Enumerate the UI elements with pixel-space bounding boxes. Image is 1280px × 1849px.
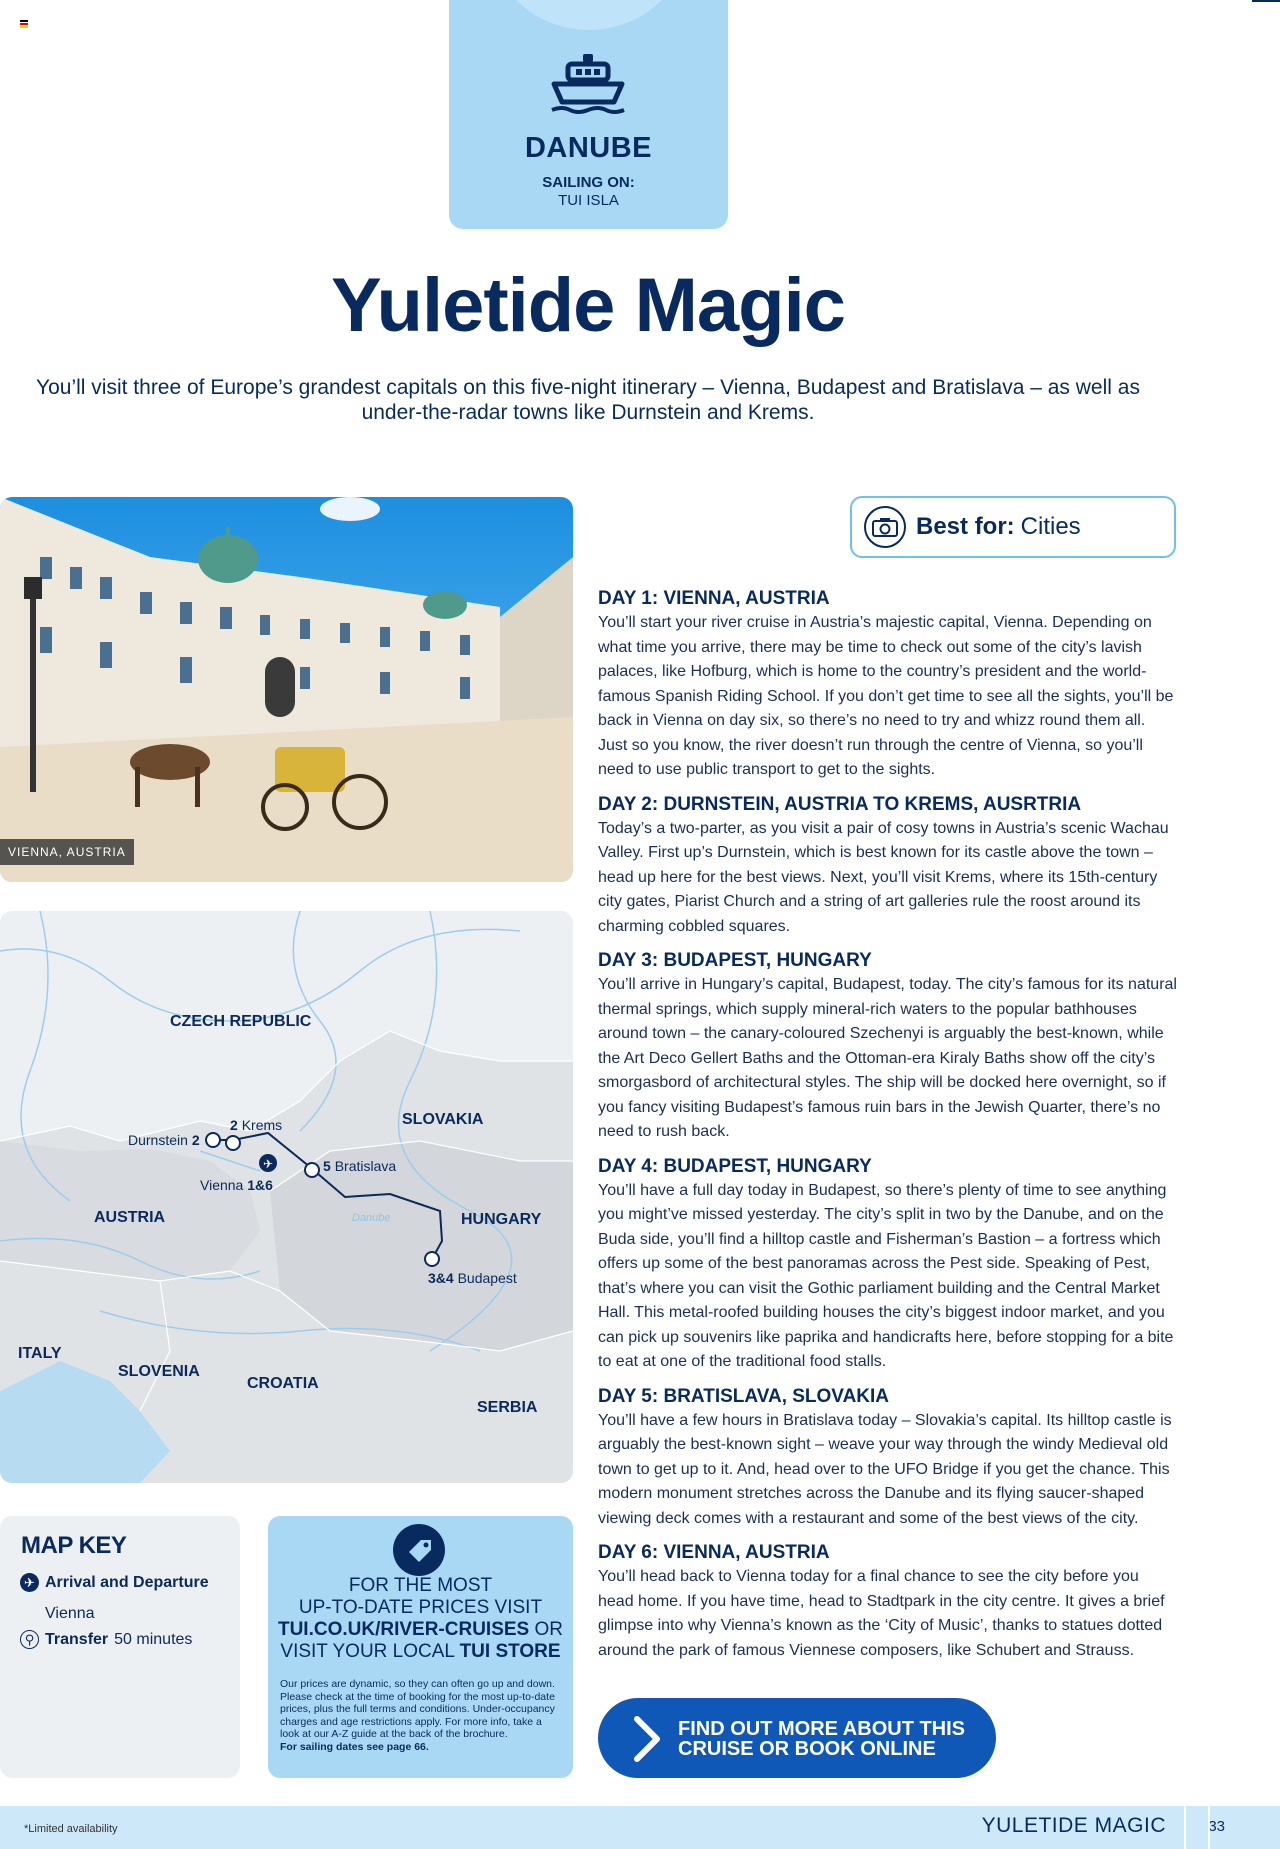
map-town-budapest: 3&4 Budapest	[428, 1270, 517, 1286]
badge-arc	[489, 0, 689, 30]
day-text: You’ll head back to Vienna today for a final chance to see the city before you head home. If you have time, head to Stadtpark in the city centre. It gives a brief glimpse into why Vienna’s known as the ‘City of Music’, thanks to statues dotted around the park of famous Viennese composers, like Schubert and Strauss.	[598, 1568, 1165, 1659]
river-name: DANUBE	[524, 132, 653, 164]
itinerary-day	[598, 949, 1178, 1145]
day-title: DAY 6: VIENNA, AUSTRIA	[598, 1542, 830, 1563]
vienna-photo	[0, 497, 573, 882]
map-label-serbia: SERBIA	[477, 1399, 538, 1416]
prices-text: FOR THE MOST UP-TO-DATE PRICES VISIT TUI.CO.UK/RIVER-CRUISES OR VISIT YOUR LOCAL TUI STORE	[277, 1575, 564, 1662]
chevron-right-icon	[631, 1715, 663, 1763]
itinerary-day	[598, 793, 1178, 940]
intro-text: You’ll visit three of Europe’s grandest capitals on this five-night itinerary – Vienna, Budapest and Bratislava – as well as under-the-radar towns like Durnstein and Krems.	[36, 376, 1140, 424]
prices-box	[268, 1516, 573, 1778]
itinerary	[598, 587, 1178, 1673]
map-key-arrival: ✈ Arrival and Departure	[20, 1573, 209, 1592]
day-title: DAY 2: DURNSTEIN, AUSTRIA TO KREMS, AUSRTRIA	[598, 793, 1082, 815]
page-number: 33	[1208, 1818, 1225, 1835]
ship-name: TUI ISLA	[558, 192, 619, 209]
map-river-label: Danube	[352, 1212, 391, 1224]
prices-disclaimer: Our prices are dynamic, so they can often go up and down. Please check at the time of booking for the most up-to-date prices, plus the full terms and conditions. Under-occupancy charges and age restrictions apply. For more info, take a look at our A-Z guide at the back of the brochure. For sailing dates see page 66.	[280, 1678, 555, 1753]
day-title: DAY 5: BRATISLAVA, SLOVAKIA	[598, 1385, 890, 1407]
day-title: DAY 3: BUDAPEST, HUNGARY	[598, 950, 872, 971]
top-rule	[1252, 0, 1280, 2]
camera-icon	[864, 506, 906, 548]
map-key	[0, 1516, 240, 1778]
day-text: Today’s a two-parter, as you visit a pair of cosy towns in Austria’s scenic Wachau Valley. First up’s Durnstein, which is best known for its castle above the town – head up here for the best views. Next, you’ll visit Krems, where its 15th-century city gates, Piarist Church and a string of art galleries rule the roost around its charming cobbled squares.	[598, 819, 1169, 935]
map-key-arrival-value: Vienna	[45, 1605, 95, 1622]
itinerary-day	[598, 1385, 1178, 1532]
bus-icon: ⚲	[20, 1630, 39, 1649]
day-text: You’ll have a few hours in Bratislava today – Slovakia’s capital. Its hilltop castle is arguably the best-known sight – weave your way through the windy Medieval old town to get up to it. And, head over to the UFO Bridge if you get the chance. This modern monument stretches across the Danube and its flying saucer-shaped viewing deck comes with a restaurant and some of the best views of the city.	[598, 1411, 1172, 1527]
day-title: DAY 4: BUDAPEST, HUNGARY	[598, 1155, 872, 1177]
day-text: You’ll have a full day today in Budapest, so there’s plenty of time to see anything you might’ve missed yesterday. The city’s split in two by the Danube, and on the Buda side, you’ll find a hilltop castle and Fisherman’s Bastion – a fortress which offers up some of the best panoramas across the Pest side. Speaking of Pest, that’s where you can visit the Gothic parliament building and the Central Market Hall. This metal-roofed building houses the city’s biggest indoor market, and you can pick up souvenirs like paprika and handicrafts here, before stopping for a bite to eat at one of the traditional food stalls.	[598, 1181, 1174, 1370]
map-town-durnstein: Durnstein 2	[128, 1132, 200, 1148]
day-title: DAY 1: VIENNA, AUSTRIA	[598, 588, 830, 609]
map-town-bratislava: 5 Bratislava	[323, 1158, 397, 1174]
map-label-slovakia: SLOVAKIA	[402, 1111, 484, 1128]
map-label-czech: CZECH REPUBLIC	[170, 1013, 312, 1030]
price-tag-icon	[391, 1522, 447, 1578]
map-label-austria: AUSTRIA	[94, 1209, 166, 1226]
sailing-dates-note: For sailing dates see page 66.	[280, 1740, 429, 1753]
map-town-vienna: Vienna 1&6	[200, 1177, 273, 1193]
photo-illustration	[0, 497, 573, 882]
itinerary-day	[598, 587, 1178, 783]
map-key-title: MAP KEY	[21, 1532, 127, 1559]
map-key-transfer: ⚲ Transfer 50 minutes	[20, 1630, 192, 1649]
day-text: You’ll arrive in Hungary’s capital, Budapest, today. The city’s famous for its natural thermal springs, which supply mineral-rich waters to the popular bathhouses around town – the canary-coloured Szechenyi is arguably the best-known, while the Art Deco Gellert Baths and the Ottoman-era Kiraly Baths show off the city’s smorgasbord of architectural styles. The ship will be docked here overnight, so if you fancy visiting Budapest’s famous ruin bars in the Jewish Quarter, there’s no need to rush back.	[598, 976, 1177, 1140]
river-badge	[449, 0, 728, 229]
footer-note: *Limited availability	[24, 1823, 118, 1835]
best-for-badge	[850, 496, 1176, 558]
book-online-label: FIND OUT MORE ABOUT THIS CRUISE OR BOOK ONLINE	[678, 1718, 966, 1760]
best-for-value: Cities	[1020, 513, 1081, 540]
day-text: You’ll start your river cruise in Austria’s majestic capital, Vienna. Depending on what time you arrive, there may be time to check out some of the city’s lavish palaces, like Hofburg, which is home to the country’s president and the world-famous Spanish Riding School. If you don’t get time to see all the sights, you’ll be back in Vienna on day six, so there’s no need to try and whizz round them all. Just so you know, the river doesn’t run through the centre of Vienna, so you’ll need to use public transport to get to the sights.	[598, 614, 1174, 778]
prices-url[interactable]: TUI.CO.UK/RIVER-CRUISES	[277, 1619, 530, 1640]
map-town-krems: 2 Krems	[230, 1117, 283, 1133]
svg-text:✈: ✈	[263, 1157, 274, 1171]
footer-divider	[1184, 1806, 1186, 1849]
plane-icon: ✈	[20, 1573, 39, 1592]
map-label-croatia: CROATIA	[247, 1375, 319, 1392]
itinerary-day	[598, 1155, 1178, 1375]
page-title: Yuletide Magic	[331, 263, 845, 348]
page-footer	[0, 1806, 1280, 1849]
footer-section-title: YULETIDE MAGIC	[981, 1814, 1166, 1837]
book-online-button[interactable]	[598, 1698, 996, 1778]
itinerary-day	[598, 1541, 1178, 1663]
map-label-hungary: HUNGARY	[461, 1211, 542, 1228]
photo-caption: VIENNA, AUSTRIA	[0, 839, 134, 865]
ship-icon	[550, 52, 626, 116]
flag-icon	[20, 20, 28, 27]
sailing-label: SAILING ON:	[542, 174, 635, 191]
footer-divider	[1208, 1806, 1280, 1849]
map-label-slovenia: SLOVENIA	[118, 1363, 200, 1380]
map-label-italy: ITALY	[18, 1345, 62, 1362]
best-for-label: Best for:	[916, 513, 1015, 540]
